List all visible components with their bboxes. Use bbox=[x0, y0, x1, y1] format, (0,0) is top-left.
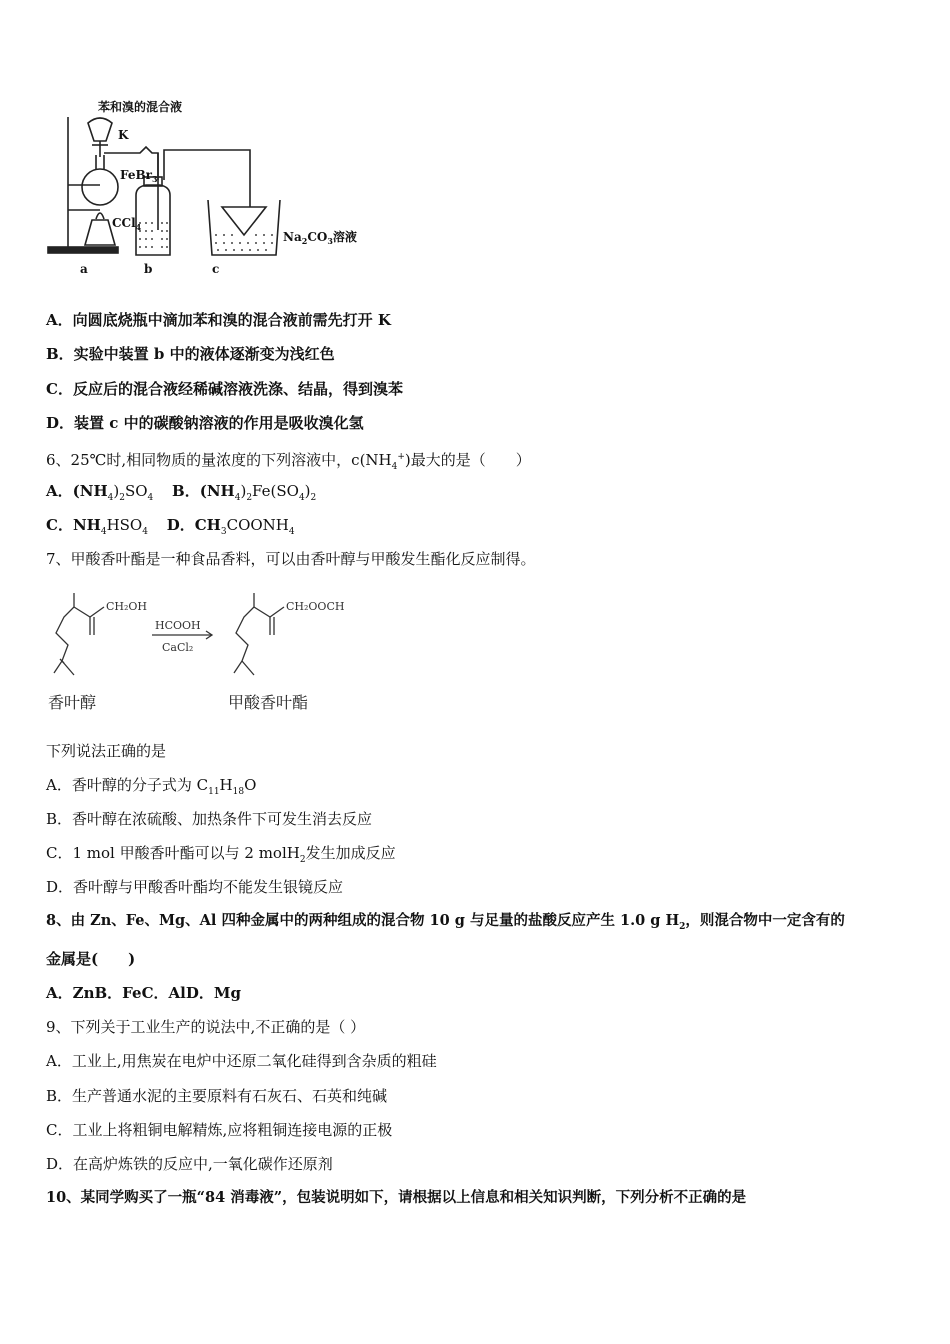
apparatus-diagram bbox=[40, 95, 357, 285]
label-febr3: FeBr$_3$ bbox=[120, 168, 158, 184]
q8-option-a: A．Zn bbox=[46, 984, 95, 1002]
q5-option-d: D．装置 c 中的碳酸钠溶液的作用是吸收溴化氢 bbox=[46, 414, 364, 432]
label-mix: 苯和溴的混合液 bbox=[98, 100, 183, 114]
q6-option-c: C．$NH_4HSO_4$ bbox=[46, 516, 148, 537]
q6-option-b: B．$(NH_4)_2Fe(SO_4)_2$ bbox=[172, 482, 317, 503]
label-b: b bbox=[144, 262, 153, 276]
label-ccl4: CCl$_4$ bbox=[112, 216, 142, 232]
geraniol-reaction-diagram bbox=[44, 585, 364, 685]
q6-options-ab bbox=[46, 481, 316, 508]
q6-option-d: D．$CH_3COONH_4$ bbox=[166, 516, 295, 537]
q7-option-b: B．香叶醇在浓硫酸、加热条件下可发生消去反应 bbox=[46, 810, 373, 828]
q8-stem-line2: 金属是( ) bbox=[46, 950, 136, 968]
reagent-bottom: CaCl₂ bbox=[162, 641, 194, 654]
label-a: a bbox=[80, 262, 88, 276]
q9-option-d: D．在高炉炼铁的反应中,一氧化碳作还原剂 bbox=[46, 1155, 333, 1173]
reagent-top: HCOOH bbox=[155, 619, 201, 632]
q9-option-c: C．工业上将粗铜电解精炼,应将粗铜连接电源的正极 bbox=[46, 1121, 393, 1139]
q7-stem: 7、甲酸香叶酯是一种食品香料，可以由香叶醇与甲酸发生酯化反应制得。 bbox=[46, 550, 536, 568]
product-name: 甲酸香叶酯 bbox=[228, 693, 309, 712]
q8-option-d: D．Mg bbox=[185, 984, 241, 1002]
q6-option-a: A．$(NH_4)_2SO_4$ bbox=[46, 482, 154, 503]
q8-option-c: C．Al bbox=[141, 984, 186, 1002]
q7-option-c: C．1 mol 甲酸香叶酯可以与 2 molH$_2$发生加成反应 bbox=[46, 844, 396, 865]
label-k: K bbox=[118, 128, 129, 142]
q7-option-a: A．香叶醇的分子式为 $C_{11}H_{18}O$ bbox=[46, 776, 257, 797]
product-group: CH₂OOCH bbox=[286, 600, 345, 613]
q5-option-a: A．向圆底烧瓶中滴加苯和溴的混合液前需先打开 K bbox=[46, 311, 391, 329]
q10-stem: 10、某同学购买了一瓶“84 消毒液”，包装说明如下，请根据以上信息和相关知识判断，下列分析不正确的是 bbox=[46, 1189, 747, 1206]
q5-option-c: C．反应后的混合液经稀碱溶液洗涤、结晶，得到溴苯 bbox=[46, 380, 403, 398]
label-c: c bbox=[212, 262, 220, 276]
reactant-group: CH₂OH bbox=[106, 600, 148, 613]
q7-question: 下列说法正确的是 bbox=[46, 742, 167, 760]
reactant-name: 香叶醇 bbox=[48, 693, 97, 712]
q8-stem-line1: 8、由 Zn、Fe、Mg、Al 四种金属中的两种组成的混合物 10 g 与足量的盐酸反应产生 1.0 g $H_2$，则混合物中一定含有的 bbox=[46, 912, 845, 932]
q9-stem: 9、下列关于工业生产的说法中,不正确的是（ ） bbox=[46, 1018, 366, 1036]
q6-options-cd bbox=[46, 515, 295, 542]
q8-option-b: B．Fe bbox=[94, 984, 142, 1002]
q9-option-b: B．生产普通水泥的主要原料有石灰石、石英和纯碱 bbox=[46, 1087, 388, 1105]
q5-option-b: B．实验中装置 b 中的液体逐渐变为浅红色 bbox=[46, 345, 335, 363]
q9-option-a: A．工业上,用焦炭在电炉中还原二氧化硅得到含杂质的粗硅 bbox=[46, 1052, 437, 1070]
q7-option-d: D．香叶醇与甲酸香叶酯均不能发生银镜反应 bbox=[46, 878, 344, 896]
q8-options bbox=[46, 983, 241, 1003]
label-na2co3: $Na_2CO_3$溶液 bbox=[283, 230, 357, 246]
q6-stem: 6、25℃时,相同物质的量浓度的下列溶液中，$c(NH_4^+)$最大的是（ ） bbox=[46, 451, 531, 472]
